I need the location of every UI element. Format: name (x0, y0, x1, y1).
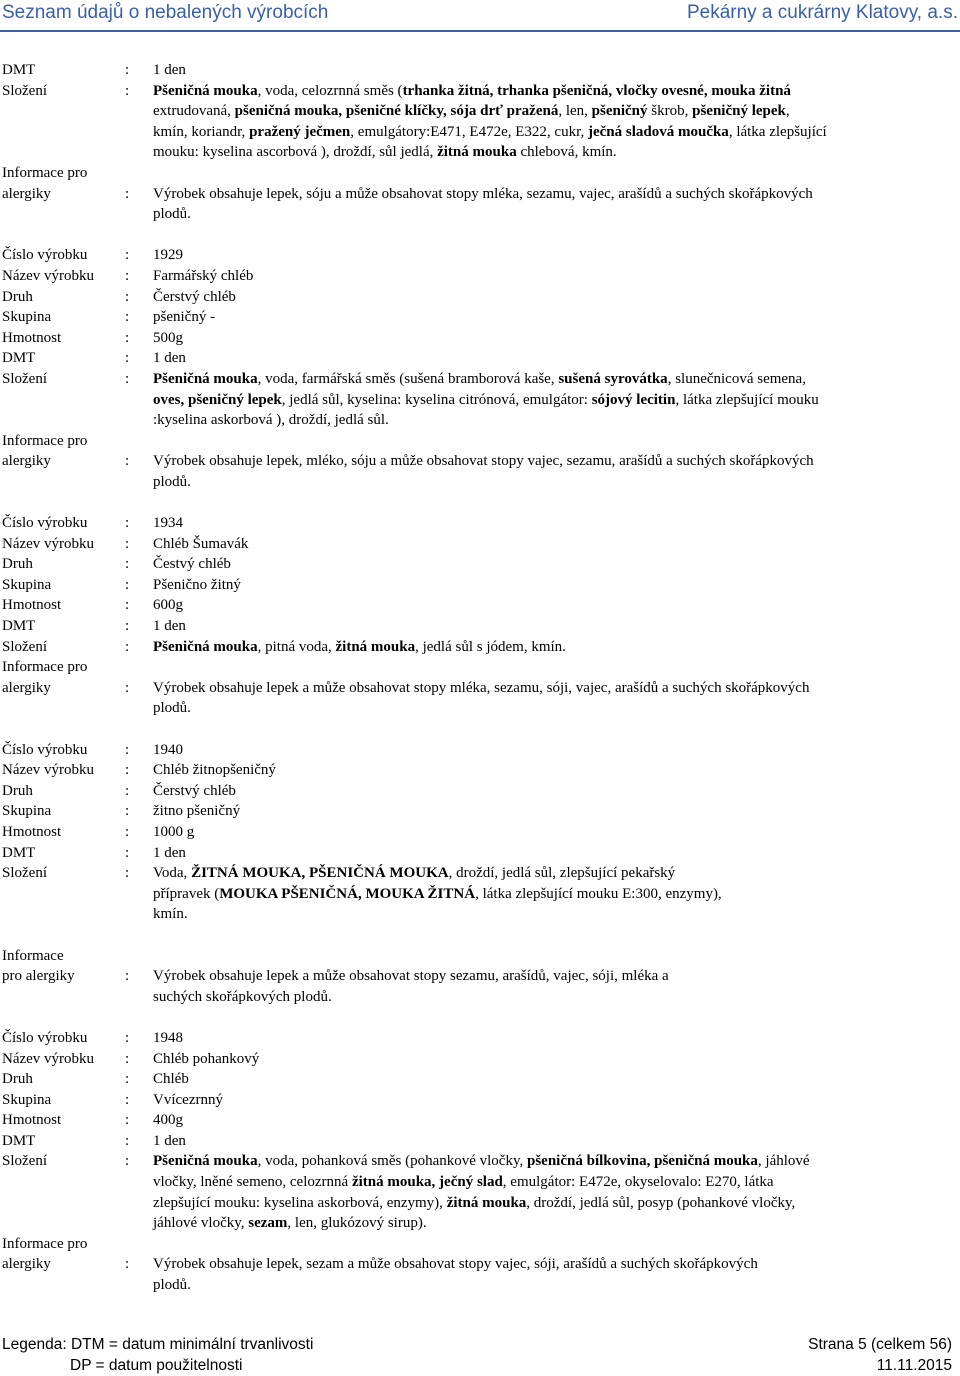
colon: : (125, 1029, 130, 1046)
product-name-value: Chléb Šumavák (153, 535, 249, 552)
ingredient-text: Voda, (153, 865, 192, 882)
allergen-text: pšeničný (591, 103, 648, 120)
dmt-value: 1 den (153, 62, 186, 78)
product-type-value: Chléb (153, 1071, 189, 1088)
alergiky (0, 184, 960, 225)
alergiky-label: pro alergiky (2, 968, 75, 985)
ingredient-text: , emulgátory:E471, E472e, E322, cukr, (350, 123, 588, 140)
ingredient-text: kmín, koriandr, (153, 123, 250, 140)
product-type (0, 781, 960, 802)
allergen-text: sójový lecitin (591, 391, 676, 408)
product-name-label: Název výrobku (2, 1050, 95, 1067)
product-number-value: 1929 (153, 247, 183, 264)
dmt-value: 1 den (153, 1132, 186, 1149)
slozeni (0, 637, 960, 658)
product-name (0, 1049, 960, 1070)
ingredient-text: jáhlové vločky, (153, 1215, 249, 1232)
product-type-value: Čerstvý chléb (153, 782, 236, 799)
colon: : (125, 1071, 130, 1088)
slozeni-value (153, 637, 960, 658)
info-label: Informace pro (2, 659, 88, 676)
dmt (0, 60, 960, 81)
product-type-label: Druh (2, 288, 33, 305)
product-weight-label: Hmotnost (2, 823, 62, 840)
header-rule (0, 30, 960, 32)
spacer (0, 1007, 960, 1028)
colon: : (125, 247, 130, 264)
product-group-value: pšeničný - (153, 309, 216, 326)
slozeni-label: Složení (2, 1153, 47, 1170)
product-name-label: Název výrobku (2, 762, 95, 779)
alergiky-label: alergiky (2, 679, 51, 696)
product-weight (0, 328, 960, 349)
product-block (0, 740, 960, 1008)
alergiky-value (153, 451, 960, 492)
product-type-value: Čestvý chléb (153, 556, 231, 573)
colon: : (125, 515, 130, 532)
product-type (0, 1069, 960, 1090)
company-name: Pekárny a cukrárny Klatovy, a.s. (686, 2, 958, 23)
product-weight (0, 1110, 960, 1131)
legend-dp: DP = datum použitelnosti (70, 1357, 243, 1374)
colon: : (125, 1050, 130, 1067)
ingredient-text: , emulgátor: E472e, okyselovalo: E270, látka (502, 1174, 774, 1191)
allergen-text: Pšeničná mouka (153, 370, 258, 387)
allergen-text: sušená syrovátka (558, 370, 668, 387)
legend-dmt: Legenda: DTM = datum minimální trvanlivosti (2, 1336, 314, 1353)
product-group (0, 307, 960, 328)
colon: : (125, 638, 130, 655)
dmt (0, 348, 960, 369)
colon: : (125, 1132, 130, 1149)
product-name-value: Farmářský chléb (153, 267, 254, 284)
colon: : (125, 762, 130, 779)
allergen-text: Pšeničná mouka (153, 638, 258, 655)
ingredient-text: , jedlá sůl s jódem, kmín. (415, 638, 566, 655)
colon: : (125, 803, 130, 820)
colon: : (125, 267, 130, 284)
product-type-value: Čerstvý chléb (153, 288, 236, 305)
spacer (0, 225, 960, 246)
product-name-value: Chléb pohankový (153, 1050, 260, 1067)
product-weight-value: 1000 g (153, 823, 195, 840)
colon: : (125, 288, 130, 305)
slozeni-label: Složení (2, 370, 47, 387)
colon: : (125, 370, 130, 387)
product-group (0, 575, 960, 596)
dmt (0, 843, 960, 864)
product-number-value: 1948 (153, 1029, 183, 1046)
colon: : (125, 309, 130, 326)
colon: : (125, 535, 130, 552)
allergen-text: pšeničný lepek (692, 103, 786, 120)
product-number-value: 1934 (153, 515, 183, 532)
allergy-line: plodů. (153, 206, 191, 223)
colon: : (125, 350, 130, 367)
alergiky-value (153, 678, 960, 719)
dmt-label: DMT (2, 618, 36, 635)
allergen-text: žitná mouka (437, 144, 517, 161)
product-block (0, 245, 960, 492)
product-group (0, 1090, 960, 1111)
product-group-label: Skupina (2, 576, 52, 593)
info-label: Informace pro (2, 432, 88, 449)
allergy-line: Výrobek obsahuje lepek, sóju a může obsahovat stopy mléka, sezamu, vajec, arašídů a suchých skořápkových (153, 185, 813, 202)
product-weight-value: 500g (153, 329, 183, 346)
ingredient-text: , látka zlepšující (728, 123, 827, 140)
ingredient-text: , slunečnicová semena, (667, 370, 806, 387)
allergy-line: Výrobek obsahuje lepek a může obsahovat stopy mléka, sezamu, sóji, vajec, arašídů a suchých skořápkových (153, 679, 810, 696)
allergy-line: plodů. (153, 1277, 191, 1294)
dmt-value: 1 den (153, 618, 186, 635)
colon: : (125, 556, 130, 573)
slozeni-label: Složení (2, 638, 47, 655)
slozeni-label: Složení (2, 865, 47, 882)
product-group-label: Skupina (2, 803, 52, 820)
ingredient-text: , voda, farmářská směs (sušená bramborová kaše, (257, 370, 559, 387)
product-weight-value: 400g (153, 1112, 183, 1129)
ingredient-text: , voda, pohanková směs (pohankové vločky, (257, 1153, 527, 1170)
alergiky-label: alergiky (2, 185, 51, 202)
ingredient-text: zlepšující mouku: kyselina askorbová, enzymy), (153, 1194, 447, 1211)
allergy-line: Výrobek obsahuje lepek a může obsahovat stopy sezamu, arašídů, vajec, sóji, mléka a (153, 968, 669, 985)
ingredient-text: , pitná voda, (257, 638, 336, 655)
product-weight-label: Hmotnost (2, 597, 62, 614)
info-label: Informace pro (2, 1235, 88, 1252)
legend (2, 1334, 422, 1376)
product-type (0, 287, 960, 308)
slozeni-value (153, 863, 960, 925)
dmt-value: 1 den (153, 844, 186, 861)
alergiky (0, 678, 960, 719)
product-type (0, 554, 960, 575)
product-group (0, 801, 960, 822)
allergy-line: Výrobek obsahuje lepek, mléko, sóju a může obsahovat stopy vajec, sezamu, arašídů a suchých skořápkových (153, 453, 814, 470)
print-date: 11.11.2015 (876, 1357, 952, 1374)
allergen-text: pšeničná mouka, pšeničné klíčky, sója drť pražená (234, 103, 559, 120)
product-weight-label: Hmotnost (2, 329, 62, 346)
spacer (0, 719, 960, 740)
product-number-label: Číslo výrobku (2, 515, 88, 532)
alergiky-label: alergiky (2, 1256, 51, 1273)
product-number (0, 245, 960, 266)
colon: : (125, 597, 130, 614)
allergy-line: plodů. (153, 700, 191, 717)
product-block (0, 1028, 960, 1296)
page-header (0, 0, 960, 34)
page-info (808, 1334, 952, 1376)
product-number (0, 740, 960, 761)
document-title: Seznam údajů o nebalených výrobcích (2, 2, 329, 23)
spacer (0, 492, 960, 513)
ingredient-text: extrudovaná, (153, 103, 235, 120)
slozeni (0, 1151, 960, 1233)
dmt (0, 1131, 960, 1152)
product-list (0, 60, 960, 1296)
product-name-label: Název výrobku (2, 267, 95, 284)
allergen-text: pšeničná bílkovina, pšeničná mouka (527, 1153, 758, 1170)
alergiky-label: alergiky (2, 453, 51, 470)
product-name (0, 534, 960, 555)
slozeni (0, 863, 960, 925)
product-name-label: Název výrobku (2, 535, 95, 552)
ingredient-text: škrob, (647, 103, 693, 120)
colon: : (125, 1256, 130, 1273)
allergen-text: trhanka žitná, trhanka pšeničná, vločky ovesné, mouka žitná (402, 82, 791, 99)
product-group-value: žitno pšeničný (153, 803, 241, 820)
ingredient-text: , droždí, jedlá sůl, posyp (pohankové vločky, (526, 1194, 796, 1211)
ingredient-text: , jedlá sůl, kyselina: kyselina citrónová, emulgátor: (281, 391, 592, 408)
product-number-label: Číslo výrobku (2, 741, 88, 758)
colon: : (125, 782, 130, 799)
alergiky-value (153, 966, 960, 1007)
product-type-label: Druh (2, 1071, 33, 1088)
allergen-text: Pšeničná mouka (153, 82, 258, 99)
slozeni-value (153, 369, 960, 431)
product-number-value: 1940 (153, 741, 183, 758)
ingredient-text: , jáhlové (757, 1153, 810, 1170)
allergen-text: žitná mouka (335, 638, 416, 655)
dmt-label: DMT (2, 844, 36, 861)
product-group-label: Skupina (2, 309, 52, 326)
allergy-line: Výrobek obsahuje lepek, sezam a může obsahovat stopy vajec, sóji, arašídů a suchých skořápkových (153, 1256, 758, 1273)
colon: : (125, 1112, 130, 1129)
allergen-text: pražený ječmen (249, 123, 351, 140)
product-block (0, 513, 960, 719)
colon: : (125, 844, 130, 861)
slozeni (0, 369, 960, 431)
slozeni-label: Složení (2, 82, 47, 99)
ingredient-text: , len, glukózový sirup). (287, 1215, 427, 1232)
product-type-label: Druh (2, 556, 33, 573)
alergiky (0, 451, 960, 492)
ingredient-text: , voda, celozrnná směs ( (257, 82, 403, 99)
allergen-text: Pšeničná mouka (153, 1153, 258, 1170)
allergen-text: sezam (248, 1215, 288, 1232)
page-number: Strana 5 (celkem 56) (808, 1336, 952, 1353)
product-number-label: Číslo výrobku (2, 1029, 88, 1046)
product-name (0, 266, 960, 287)
ingredient-text: , len, (558, 103, 592, 120)
colon: : (125, 823, 130, 840)
allergen-text: ŽITNÁ MOUKA, PŠENIČNÁ MOUKA (191, 865, 449, 882)
product-weight-value: 600g (153, 597, 183, 614)
allergy-line: plodů. (153, 473, 191, 490)
product-group-value: Vvícezrnný (153, 1091, 223, 1108)
ingredient-text: přípravek ( (153, 885, 220, 902)
product-weight-label: Hmotnost (2, 1112, 62, 1129)
ingredient-text: kmín. (153, 906, 188, 923)
colon: : (125, 1091, 130, 1108)
product-number (0, 513, 960, 534)
product-group-label: Skupina (2, 1091, 52, 1108)
allergen-text: MOUKA PŠENIČNÁ, MOUKA ŽITNÁ (219, 885, 476, 902)
dmt-value: 1 den (153, 350, 186, 367)
dmt (0, 616, 960, 637)
product-weight (0, 822, 960, 843)
product-weight (0, 595, 960, 616)
ingredient-text: mouku: kyselina ascorbová ), droždí, sůl jedlá, (153, 144, 438, 161)
ingredient-text: , droždí, jedlá sůl, zlepšující pekařský (448, 865, 676, 882)
ingredient-text: :kyselina askorbová ), droždí, jedlá sůl. (153, 412, 389, 429)
alergiky (0, 1254, 960, 1295)
colon: : (125, 185, 130, 202)
colon: : (125, 329, 130, 346)
info-label: Informace pro (2, 164, 88, 181)
product-group-value: Pšenično žitný (153, 576, 241, 593)
dmt-label: DMT (2, 1132, 36, 1149)
colon: : (125, 741, 130, 758)
colon: : (125, 453, 130, 470)
colon: : (125, 62, 130, 78)
colon: : (125, 679, 130, 696)
product-name-value: Chléb žitnopšeničný (153, 762, 276, 779)
slozeni-value (153, 81, 960, 163)
ingredient-text: chlebová, kmín. (516, 144, 617, 161)
colon: : (125, 1153, 130, 1170)
product-number-label: Číslo výrobku (2, 247, 88, 264)
ingredient-text: , látka zlepšující mouku E:300, enzymy), (475, 885, 722, 902)
slozeni (0, 81, 960, 163)
info-label: Informace (2, 947, 64, 964)
product-number (0, 1028, 960, 1049)
allergen-text: ječná sladová moučka (587, 123, 729, 140)
ingredient-text: , (785, 103, 790, 120)
product-name (0, 760, 960, 781)
ingredient-text: vločky, lněné semeno, celozrnná (153, 1174, 352, 1191)
dmt-label: DMT (2, 62, 36, 78)
slozeni-value (153, 1151, 960, 1233)
allergen-text: žitná mouka, ječný slad (351, 1174, 503, 1191)
spacer (0, 925, 960, 946)
dmt-label: DMT (2, 350, 36, 367)
allergen-text: oves, pšeničný lepek (153, 391, 282, 408)
colon: : (125, 968, 130, 985)
allergen-text: žitná mouka (446, 1194, 527, 1211)
product-type-label: Druh (2, 782, 33, 799)
alergiky-value (153, 1254, 960, 1295)
colon: : (125, 82, 130, 99)
alergiky (0, 966, 960, 1007)
allergy-line: suchých skořápkových plodů. (153, 988, 332, 1005)
alergiky-value (153, 184, 960, 225)
colon: : (125, 865, 130, 882)
colon: : (125, 576, 130, 593)
ingredient-text: , látka zlepšující mouku (675, 391, 819, 408)
colon: : (125, 618, 130, 635)
